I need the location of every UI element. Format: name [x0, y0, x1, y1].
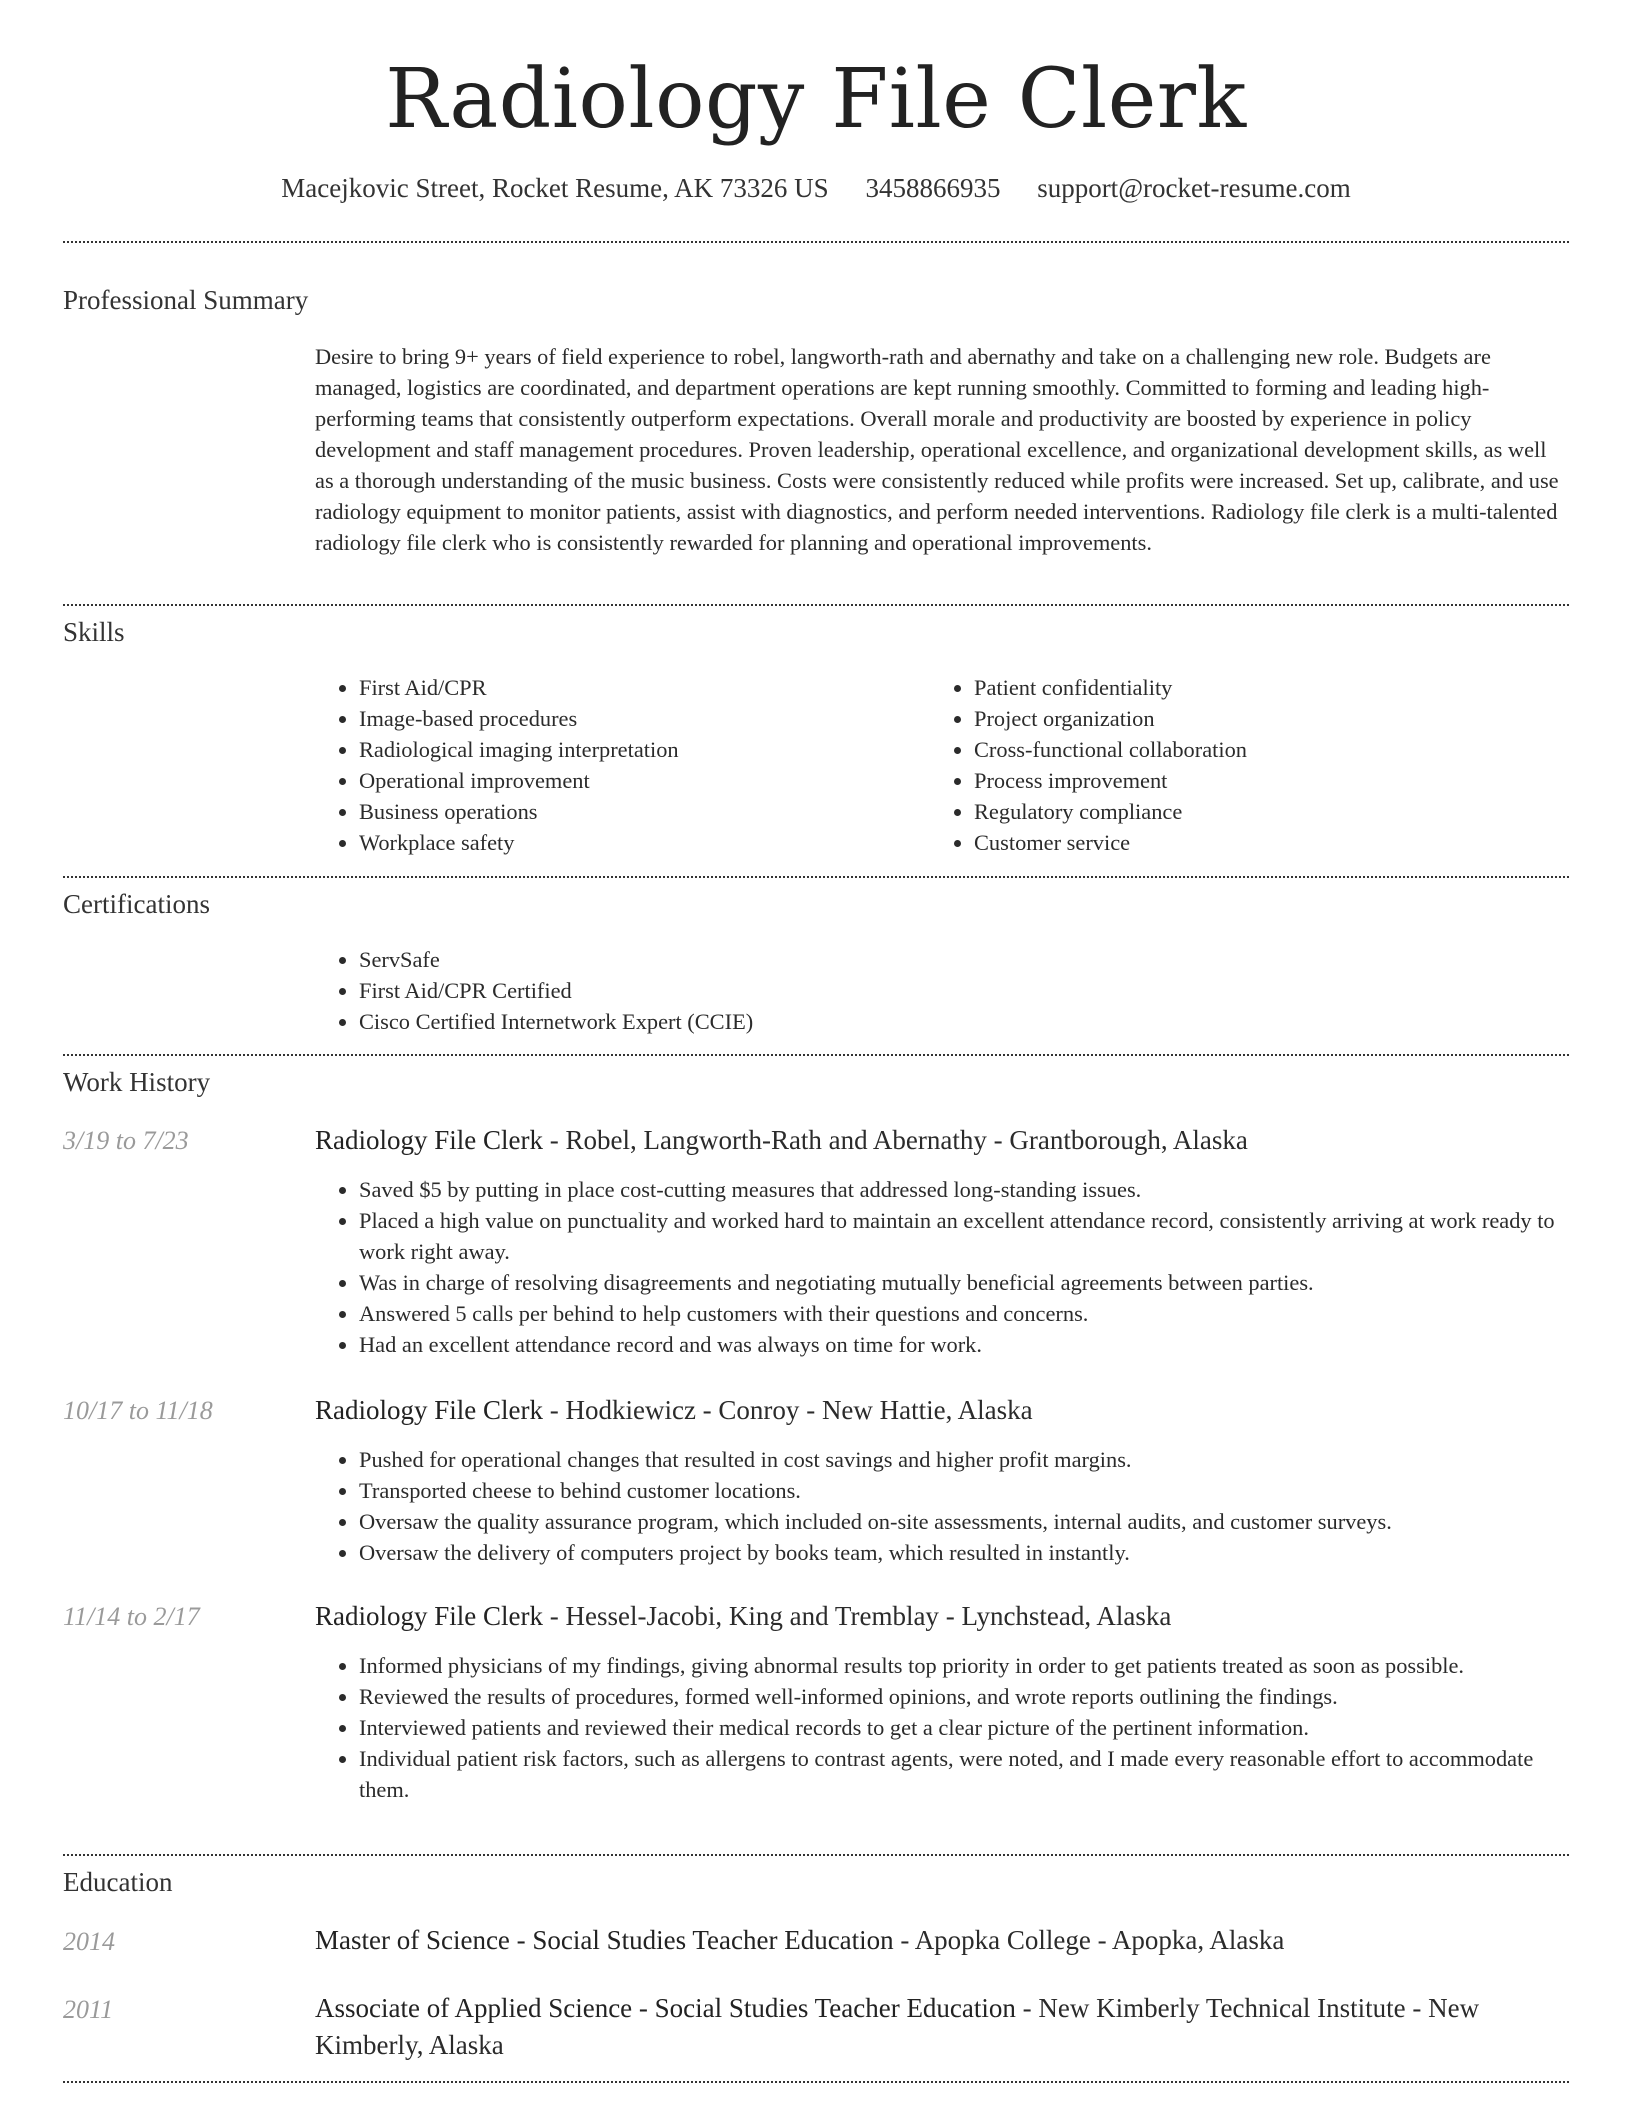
certification-item: • First Aid/CPR Certified: [359, 975, 1559, 1006]
skill-item: • Regulatory compliance: [974, 796, 1574, 827]
job-bullet: • Placed a high value on punctuality and worked hard to maintain an excellent attendance record, consistently arriving at work ready to work right away.: [359, 1205, 1569, 1267]
job-bullet: • Was in charge of resolving disagreements and negotiating mutually beneficial agreements between parties.: [359, 1267, 1569, 1298]
job-bullet: • Interviewed patients and reviewed their medical records to get a clear picture of the pertinent information.: [359, 1712, 1569, 1743]
job-bullet: • Had an excellent attendance record and was always on time for work.: [359, 1329, 1569, 1360]
contact-line: [0, 171, 1632, 205]
section-title-work-history: Work History: [63, 1067, 211, 1097]
job-bullet: • Transported cheese to behind customer locations.: [359, 1475, 1589, 1506]
education-school: New Kimberly Technical Institute: [1038, 1993, 1406, 2023]
skill-item: • Workplace safety: [359, 827, 919, 858]
education-degree: Associate of Applied Science - Social Studies Teacher Education: [315, 1993, 1016, 2023]
education-location: New Kimberly, Alaska: [315, 1993, 1480, 2060]
skill-item: • Operational improvement: [359, 765, 919, 796]
job-company: Hessel-Jacobi, King and Tremblay: [565, 1601, 939, 1631]
job-bullet: • Answered 5 calls per behind to help customers with their questions and concerns.: [359, 1298, 1569, 1329]
job-bullets: [315, 1650, 1569, 1805]
job-dates: 10/17 to 11/18: [63, 1396, 213, 1425]
skill-item: • First Aid/CPR: [359, 672, 919, 703]
job-company: Hodkiewicz - Conroy: [565, 1395, 800, 1425]
section-title-skills: Skills: [63, 617, 125, 647]
section-title-certifications: Certifications: [63, 889, 210, 919]
divider: [63, 876, 1569, 878]
job-heading: Radiology File Clerk - Robel, Langworth-Rath and Abernathy - Grantborough, Alaska: [315, 1125, 1248, 1155]
resume-name: Radiology File Clerk: [385, 52, 1247, 147]
job-bullet: • Saved $5 by putting in place cost-cutting measures that addressed long-standing issues.: [359, 1174, 1569, 1205]
job-bullet: • Reviewed the results of procedures, formed well-informed opinions, and wrote reports outlining the findings.: [359, 1681, 1569, 1712]
skill-item: • Customer service: [974, 827, 1574, 858]
skill-item: • Patient confidentiality: [974, 672, 1574, 703]
divider: [63, 2081, 1569, 2083]
education-degree: Master of Science - Social Studies Teacher Education: [315, 1925, 894, 1955]
skills-list-left: [315, 672, 919, 858]
job-bullet: • Individual patient risk factors, such as allergens to contrast agents, were noted, and I made every reasonable effort to accommodate them.: [359, 1743, 1569, 1805]
job-bullet: • Pushed for operational changes that resulted in cost savings and higher profit margins.: [359, 1444, 1589, 1475]
education-heading: Associate of Applied Science - Social Studies Teacher Education - New Kimberly Technical Institute - New Kimberly, Alaska: [315, 1993, 1480, 2060]
contact-phone: 3458866935: [865, 173, 1001, 203]
skill-item: • Image-based procedures: [359, 703, 919, 734]
summary-text: Desire to bring 9+ years of field experience to robel, langworth-rath and abernathy and take on a challenging new role. Budgets are managed, logistics are coordinated, and department operations are kept running smoothly. Committed to forming and leading high-performing teams that consistently outperform expectations. Overall morale and productivity are boosted by experience in policy development and staff management procedures. Proven leadership, operational excellence, and organizational development skills, as well as a thorough understanding of the music business. Costs were consistently reduced while profits were increased. Set up, calibrate, and use radiology equipment to monitor patients, assist with diagnostics, and perform needed interventions. Radiology file clerk is a multi-talented radiology file clerk who is consistently rewarded for planning and operational improvements.: [315, 344, 1559, 555]
job-title: Radiology File Clerk: [315, 1125, 543, 1155]
job-bullets: [315, 1174, 1569, 1360]
certification-item: • ServSafe: [359, 944, 1559, 975]
skills-list-right: [930, 672, 1574, 858]
education-year: 2011: [63, 1995, 114, 2024]
job-bullet: • Oversaw the delivery of computers project by books team, which resulted in instantly.: [359, 1537, 1589, 1568]
job-heading: Radiology File Clerk - Hodkiewicz - Conroy - New Hattie, Alaska: [315, 1395, 1033, 1425]
section-title-education: Education: [63, 1867, 173, 1897]
job-bullet: • Oversaw the quality assurance program, which included on-site assessments, internal audits, and customer surveys.: [359, 1506, 1589, 1537]
skill-item: • Cross-functional collaboration: [974, 734, 1574, 765]
job-location: Grantborough, Alaska: [1009, 1125, 1248, 1155]
job-location: Lynchstead, Alaska: [961, 1601, 1172, 1631]
job-dates: 11/14 to 2/17: [63, 1602, 200, 1631]
skill-item: • Business operations: [359, 796, 919, 827]
skill-item: • Process improvement: [974, 765, 1574, 796]
divider: [63, 1854, 1569, 1856]
job-title: Radiology File Clerk: [315, 1395, 543, 1425]
contact-address: Macejkovic Street, Rocket Resume, AK 73326 US: [281, 173, 829, 203]
education-location: Apopka, Alaska: [1111, 1925, 1285, 1955]
contact-email: support@rocket-resume.com: [1037, 173, 1351, 203]
divider: [63, 604, 1569, 606]
certifications-list: [315, 944, 1559, 1037]
divider: [63, 1054, 1569, 1056]
job-title: Radiology File Clerk: [315, 1601, 543, 1631]
education-heading: Master of Science - Social Studies Teacher Education - Apopka College - Apopka, Alaska: [315, 1925, 1285, 1955]
education-school: Apopka College: [914, 1925, 1091, 1955]
job-company: Robel, Langworth-Rath and Abernathy: [565, 1125, 987, 1155]
education-year: 2014: [63, 1927, 115, 1956]
skill-item: • Radiological imaging interpretation: [359, 734, 919, 765]
skill-item: • Project organization: [974, 703, 1574, 734]
certification-item: • Cisco Certified Internetwork Expert (CCIE): [359, 1006, 1559, 1037]
section-title-summary: Professional Summary: [63, 285, 309, 315]
job-dates: 3/19 to 7/23: [63, 1126, 189, 1155]
job-heading: Radiology File Clerk - Hessel-Jacobi, King and Tremblay - Lynchstead, Alaska: [315, 1601, 1172, 1631]
divider: [63, 241, 1569, 243]
job-bullets: [315, 1444, 1589, 1568]
job-bullet: • Informed physicians of my findings, giving abnormal results top priority in order to get patients treated as soon as possible.: [359, 1650, 1569, 1681]
job-location: New Hattie, Alaska: [821, 1395, 1033, 1425]
